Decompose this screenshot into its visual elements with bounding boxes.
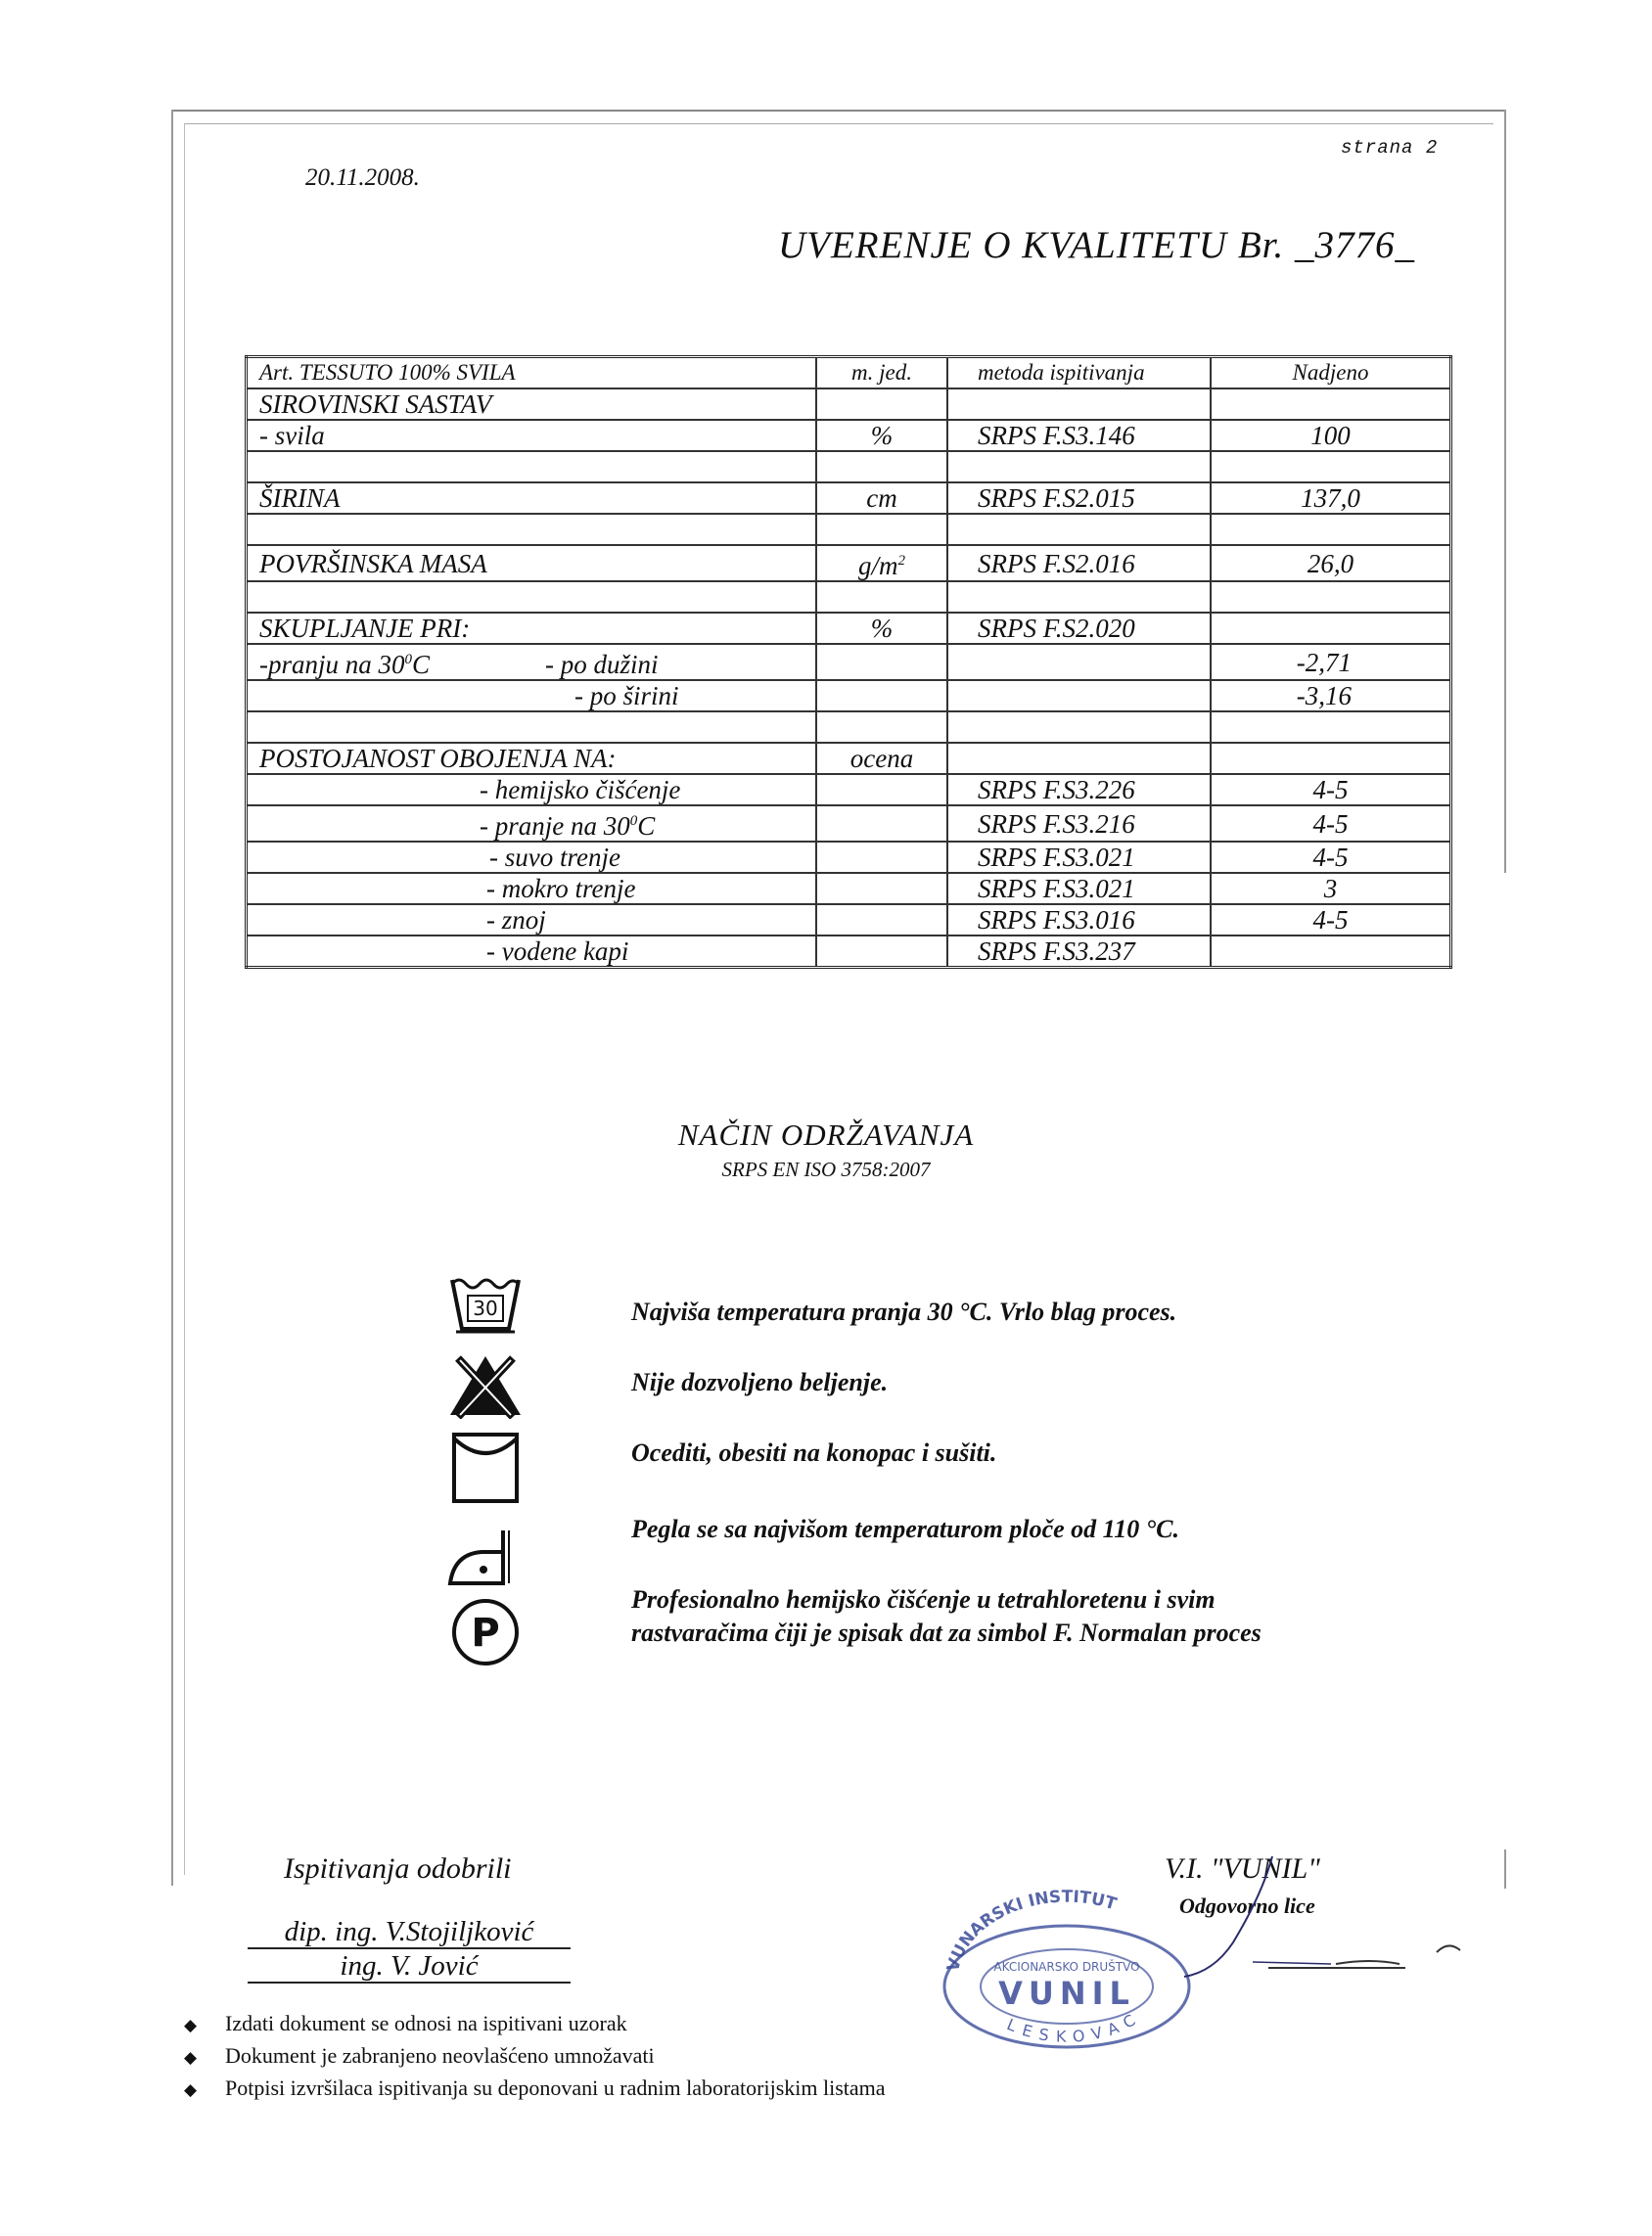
row-label: SIROVINSKI SASTAV <box>247 388 817 420</box>
care-instruction-iron: Pegla se sa najvišom temperaturom ploče od 110 °C. <box>631 1515 1179 1543</box>
table-row <box>247 904 1451 935</box>
handwritten-signature <box>1174 1854 1468 1982</box>
approved-by-label: Ispitivanja odobrili <box>284 1852 512 1885</box>
row-label <box>247 904 817 935</box>
table-row <box>247 774 1451 805</box>
page-number: strana 2 <box>1341 137 1439 159</box>
shrink-sub-label-end: C <box>412 650 431 679</box>
unit-superscript: 2 <box>897 553 905 569</box>
table-header-row <box>247 357 1451 389</box>
header-found: Nadjeno <box>1211 357 1451 389</box>
bullet-icon: ◆ <box>184 2080 198 2099</box>
row-method: SRPS F.S3.226 <box>947 774 1211 805</box>
stamp-top-text: VUNARSKI INSTITUT <box>942 1889 1120 1974</box>
table-row <box>247 644 1451 680</box>
row-unit: cm <box>816 482 947 514</box>
shrink-width-label: - po širini <box>574 681 679 710</box>
row-label <box>247 805 817 842</box>
stamp-city-text: LESKOVAC <box>1004 2006 1146 2046</box>
row-label: ŠIRINA <box>247 482 817 514</box>
footnote <box>184 2073 886 2105</box>
row-value: 4-5 <box>1211 774 1451 805</box>
page-frame-right-lower <box>1504 1849 1506 1889</box>
degree-superscript: 0 <box>629 813 638 829</box>
stamp-mid-text: AKCIONARSKO DRUŠTVO <box>993 1960 1140 1974</box>
page-frame-top <box>171 110 1504 112</box>
item-label-text: - pranje na 30 <box>480 811 630 841</box>
table-spacer-row <box>247 451 1451 482</box>
row-label <box>247 644 817 680</box>
row-value: 4-5 <box>1211 842 1451 873</box>
row-value: 4-5 <box>1211 805 1451 842</box>
page-frame-top-inner <box>184 123 1493 124</box>
item-label: - vodene kapi <box>486 936 629 966</box>
row-label: POSTOJANOST OBOJENJA NA: <box>247 743 817 774</box>
bullet-icon: ◆ <box>184 2016 198 2034</box>
item-label: - mokro trenje <box>486 874 636 903</box>
table-row <box>247 805 1451 842</box>
shrink-sub-label: -pranju na 30 <box>259 650 405 679</box>
footnotes <box>184 2008 886 2105</box>
footnote <box>184 2008 886 2040</box>
page-frame-left <box>171 110 173 1886</box>
wash-30-icon <box>446 1272 525 1335</box>
dry-clean-letter: P <box>471 1611 500 1656</box>
header-method: metoda ispitivanja <box>947 357 1211 389</box>
row-unit <box>816 545 947 581</box>
signature-line <box>1268 1967 1405 1969</box>
table-row <box>247 420 1451 451</box>
row-value: 4-5 <box>1211 904 1451 935</box>
row-method: SRPS F.S2.020 <box>947 613 1211 644</box>
row-method: SRPS F.S3.016 <box>947 904 1211 935</box>
iron-110-icon <box>446 1527 525 1589</box>
row-method: SRPS F.S2.015 <box>947 482 1211 514</box>
page-frame-right <box>1504 110 1506 873</box>
row-method: SRPS F.S3.216 <box>947 805 1211 842</box>
responsible-person-label: Odgovorno lice <box>1179 1894 1315 1918</box>
row-value: 3 <box>1211 873 1451 904</box>
stamp-name-text: VUNIL <box>998 1975 1135 2012</box>
care-title: NAČIN ODRŽAVANJA <box>677 1118 975 1152</box>
bullet-icon: ◆ <box>184 2048 198 2067</box>
care-instruction-bleach: Nije dozvoljeno beljenje. <box>631 1368 889 1396</box>
row-value: -2,71 <box>1211 644 1451 680</box>
row-label: SKUPLJANJE PRI: <box>247 613 817 644</box>
row-value: 26,0 <box>1211 545 1451 581</box>
care-instruction-dry: Ocediti, obesiti na konopac i sušiti. <box>631 1438 997 1467</box>
quality-table <box>245 355 1452 969</box>
table-row <box>247 873 1451 904</box>
row-label: POVRŠINSKA MASA <box>247 545 817 581</box>
unit-text: g/m <box>858 551 898 580</box>
signer-1: dip. ing. V.Stojiljković <box>248 1916 571 1949</box>
care-instruction-dryclean-2: rastvaračima čiji je spisak dat za simbol F. Normalan proces <box>631 1619 1262 1647</box>
item-label: - suvo trenje <box>489 843 620 872</box>
document-date: 20.11.2008. <box>305 164 420 191</box>
footnote-text: Dokument je zabranjeno neovlašćeno umnožavati <box>225 2043 655 2068</box>
shrink-length-label: - po dužini <box>545 650 659 679</box>
table-spacer-row <box>247 711 1451 743</box>
table-row <box>247 388 1451 420</box>
row-label <box>247 680 817 711</box>
table-spacer-row <box>247 581 1451 613</box>
dry-clean-p-icon <box>446 1597 525 1669</box>
page-frame-left-inner <box>184 123 185 1875</box>
table-row <box>247 842 1451 873</box>
care-standard: SRPS EN ISO 3758:2007 <box>721 1158 931 1181</box>
row-method: SRPS F.S3.021 <box>947 873 1211 904</box>
footnote <box>184 2040 886 2073</box>
header-unit: m. jed. <box>816 357 947 389</box>
table-row <box>247 935 1451 968</box>
table-row <box>247 613 1451 644</box>
care-instruction-wash: Najviša temperatura pranja 30 °C. Vrlo blag proces. <box>631 1298 1177 1326</box>
row-unit: % <box>816 420 947 451</box>
signer-2: ing. V. Jović <box>248 1950 571 1984</box>
item-label: - hemijsko čišćenje <box>480 775 681 804</box>
row-method: SRPS F.S3.237 <box>947 935 1211 968</box>
item-label-end: C <box>637 811 656 841</box>
row-label <box>247 842 817 873</box>
table-row <box>247 680 1451 711</box>
row-method: SRPS F.S3.146 <box>947 420 1211 451</box>
care-instruction-dryclean-1: Profesionalno hemijsko čišćenje u tetrahloretenu i svim <box>631 1585 1216 1614</box>
item-label: - znoj <box>486 905 546 935</box>
row-unit: % <box>816 613 947 644</box>
row-value <box>1211 935 1451 968</box>
document-title: UVERENJE O KVALITETU Br. _3776_ <box>778 224 1416 266</box>
footnote-text: Potpisi izvršilaca ispitivanja su deponovani u radnim laboratorijskim listama <box>225 2076 886 2100</box>
institute-stamp <box>930 1889 1204 2055</box>
footnote-text: Izdati dokument se odnosi na ispitivani uzorak <box>225 2011 627 2035</box>
row-unit: ocena <box>816 743 947 774</box>
row-value: 100 <box>1211 420 1451 451</box>
row-value: 137,0 <box>1211 482 1451 514</box>
row-value: -3,16 <box>1211 680 1451 711</box>
line-dry-icon <box>446 1429 525 1507</box>
row-method: SRPS F.S2.016 <box>947 545 1211 581</box>
no-bleach-icon <box>446 1350 525 1419</box>
row-label <box>247 873 817 904</box>
row-label: - svila <box>247 420 817 451</box>
table-spacer-row <box>247 514 1451 545</box>
wash-temp-text: 30 <box>473 1297 498 1320</box>
table-row <box>247 482 1451 514</box>
row-method: SRPS F.S3.021 <box>947 842 1211 873</box>
organization-name: V.I. "VUNIL" <box>1165 1852 1320 1885</box>
table-row <box>247 545 1451 581</box>
degree-superscript: 0 <box>404 652 412 667</box>
row-label <box>247 935 817 968</box>
row-label <box>247 774 817 805</box>
item-label <box>259 806 655 841</box>
header-article: Art. TESSUTO 100% SVILA <box>247 357 817 389</box>
table-row <box>247 743 1451 774</box>
